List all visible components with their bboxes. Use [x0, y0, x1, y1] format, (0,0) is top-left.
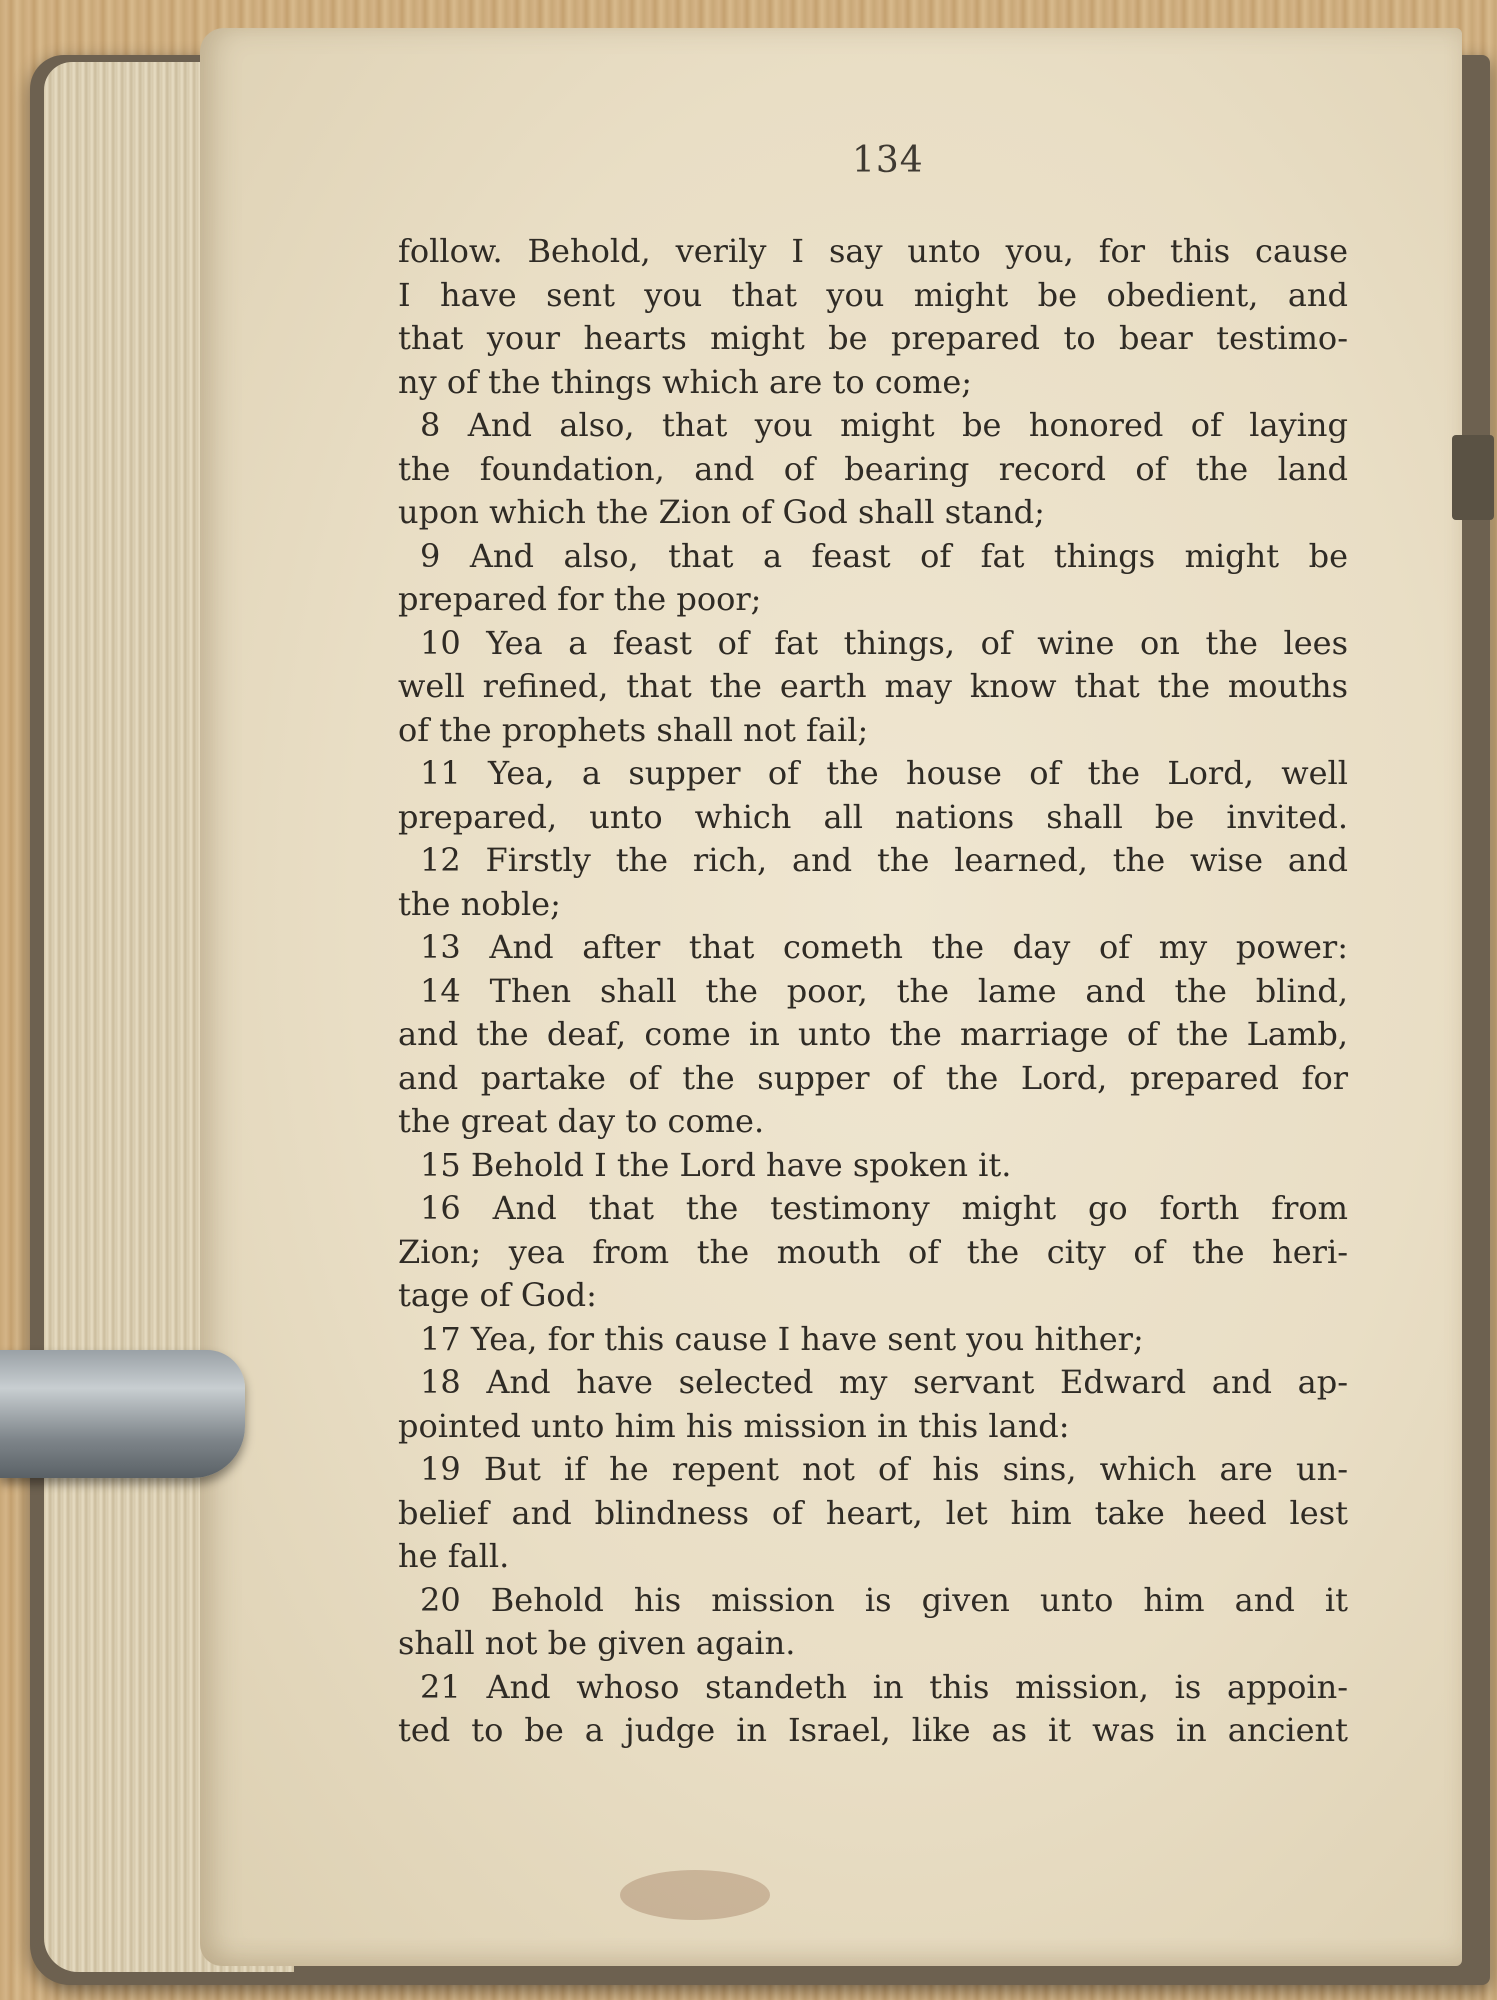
verse-line: 20 Behold his mission is given unto him and it — [420, 1580, 1348, 1619]
text-line: I have sent you that you might be obedient, and — [398, 275, 1348, 314]
text-line: shall not be given again. — [398, 1624, 796, 1662]
verse-line: 10 Yea a feast of fat things, of wine on the lees — [420, 623, 1348, 662]
text-line: prepared, unto which all nations shall be invited. — [398, 797, 1348, 836]
page-holder-blade — [0, 1350, 245, 1478]
text-line: and the deaf, come in unto the marriage of the Lamb, — [398, 1015, 1348, 1053]
text-line: upon which the Zion of God shall stand; — [398, 493, 1045, 531]
page-number: 134 — [852, 140, 924, 181]
book-clasp — [1452, 435, 1494, 520]
text-line: the foundation, and of bearing record of the land — [398, 449, 1348, 488]
page-text — [398, 230, 1348, 1753]
text-line: ny of the things which are to come; — [398, 362, 973, 401]
text-line: well refined, that the earth may know that the mouths — [398, 667, 1348, 705]
text-line: he fall. — [398, 1537, 510, 1575]
text-line: ted to be a judge in Israel, like as it was in ancient — [398, 1711, 1348, 1749]
text-line: and partake of the supper of the Lord, prepared for — [398, 1058, 1348, 1097]
verse-line: 15 Behold I the Lord have spoken it. — [420, 1145, 1012, 1184]
text-line: of the prophets shall not fail; — [398, 710, 869, 749]
text-line: belief and blindness of heart, let him take heed lest — [398, 1493, 1348, 1532]
verse-line: 11 Yea, a supper of the house of the Lord, well — [420, 754, 1348, 792]
verse-line: 14 Then shall the poor, the lame and the blind, — [420, 971, 1348, 1010]
verse-line: 17 Yea, for this cause I have sent you hither; — [420, 1319, 1144, 1358]
text-line: prepared for the poor; — [398, 580, 762, 618]
text-line: pointed unto him his mission in this land: — [398, 1406, 1070, 1445]
verse-line: 21 And whoso standeth in this mission, is appoin- — [420, 1667, 1348, 1706]
verse-line: 13 And after that cometh the day of my power: — [420, 928, 1348, 966]
text-line: the great day to come. — [398, 1102, 765, 1140]
verse-line: 18 And have selected my servant Edward and ap- — [420, 1363, 1348, 1401]
text-line: Zion; yea from the mouth of the city of the heri- — [398, 1232, 1348, 1271]
verse-line: 9 And also, that a feast of fat things might be — [420, 536, 1348, 575]
verse-line: 16 And that the testimony might go forth from — [420, 1189, 1348, 1227]
text-line: follow. Behold, verily I say unto you, for this cause — [398, 232, 1348, 270]
text-line: tage of God: — [398, 1276, 597, 1314]
text-line: the noble; — [398, 884, 561, 923]
verse-line: 19 But if he repent not of his sins, which are un- — [420, 1450, 1348, 1488]
verse-line: 8 And also, that you might be honored of laying — [420, 406, 1348, 444]
text-line: that your hearts might be prepared to bear testimo- — [398, 319, 1348, 357]
verse-line: 12 Firstly the rich, and the learned, the wise and — [420, 841, 1348, 879]
paper-stain — [620, 1870, 770, 1920]
